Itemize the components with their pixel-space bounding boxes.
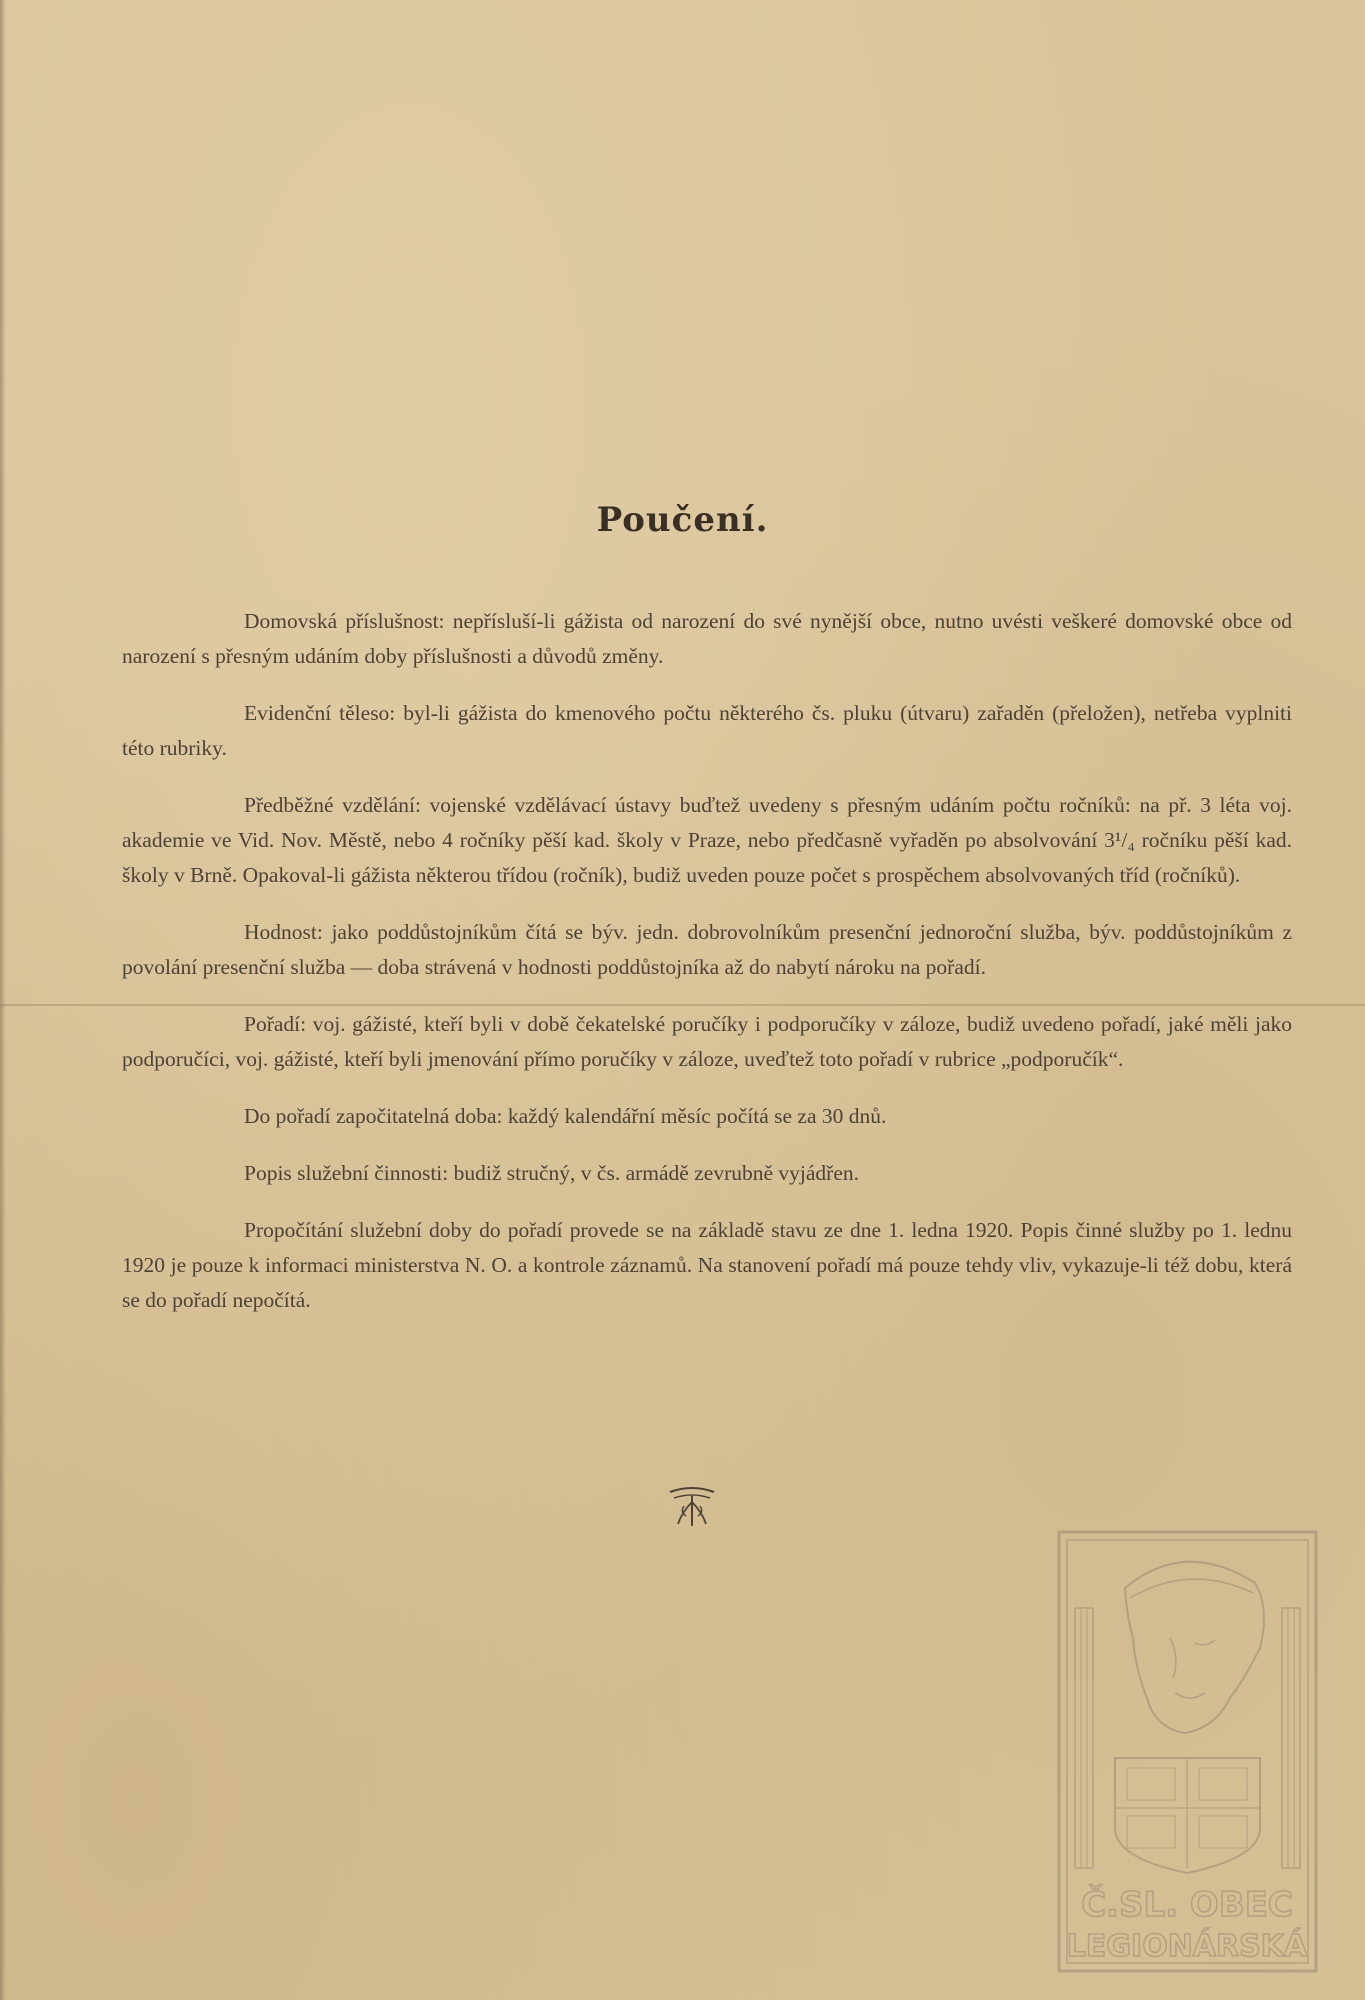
paper-edge-shadow [0, 0, 6, 2000]
stamp-line-2: LEGIONÁRSKÁ [1066, 1929, 1308, 1964]
paragraph-popis-sluzebni-cinnosti: Popis služební činnosti: budiž stručný, v čs. armádě zevrubně vyjádřen. [244, 1161, 859, 1185]
document-title: Poučení. [596, 500, 769, 540]
paragraph-poradi: Pořadí: voj. gážisté, kteří byli v době čekatelské poručíky i podporučíky v záloze, budiž uvedeno pořadí, jaké měli jako podporučíci, voj. gážisté, kteří byli jmenování přímo poručíky v záloze, uveďtež toto pořadí v rubrice „podporučík“. [122, 1012, 1292, 1071]
document-body [122, 604, 1292, 1340]
legion-stamp-watermark [1055, 1528, 1320, 1975]
stamp-coat-of-arms-icon [1115, 1758, 1260, 1873]
paragraph-predbezne-vzdelani: Předběžné vzdělání: vojenské vzdělávací ústavy buďtež uvedeny s přesným udáním počtu ročníků: na př. 3 léta voj. akademie ve Vid. Nov. Městě, nebo 4 ročníky pěší kad. školy v Praze, nebo předčasně vyřaděn po absolvování 3¹/₄ ročníku pěší kad. školy v Brně. Opakoval-li gážista některou třídou (ročník), budiž uveden pouze počet s prospěchem absolvovaných tříd (ročníků). [122, 793, 1292, 887]
paragraph-evidencni-teleso: Evidenční těleso: byl-li gážista do kmenového počtu některého čs. pluku (útvaru) zařaděn (přeložen), netřeba vyplniti této rubriky. [122, 701, 1292, 760]
ornament-flourish-icon [662, 1482, 722, 1532]
paragraph-hodnost: Hodnost: jako poddůstojníkům čítá se býv. jedn. dobrovolníkům presenční jednoroční služba, býv. poddůstojníkům z povolání presenční služba — doba strávená v hodnosti poddůstojníka až do nabytí nároku na pořadí. [122, 920, 1292, 979]
stamp-line-1: Č.SL. OBEC [1081, 1885, 1293, 1925]
paragraph-propocitani-sluzebni-doby: Propočítání služební doby do pořadí provede se na základě stavu ze dne 1. ledna 1920. Popis činné služby po 1. lednu 1920 je pouze k informaci ministerstva N. O. a kontrole záznamů. Na stanovení pořadí má pouze tehdy vliv, vykazuje-li též dobu, která se do pořadí nepočítá. [122, 1218, 1292, 1312]
paragraph-domovska-prislusnost: Domovská příslušnost: nepřísluší-li gážista od narození do své nynější obce, nutno uvésti veškeré domovské obce od narození s přesným udáním doby příslušnosti a důvodů změny. [122, 609, 1292, 668]
stamp-soldier-head-icon [1125, 1562, 1264, 1733]
paragraph-zapocitatelna-doba: Do pořadí započitatelná doba: každý kalendářní měsíc počítá se za 30 dnů. [244, 1104, 887, 1128]
